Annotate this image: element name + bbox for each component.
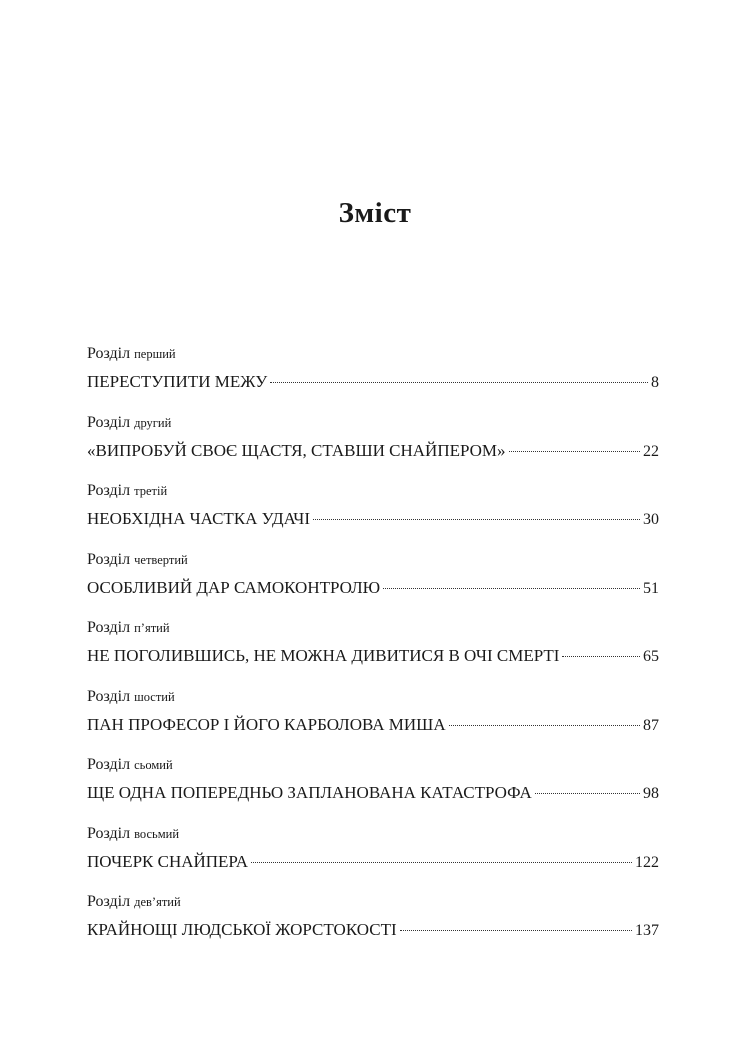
chapter-label-word: Розділ — [87, 893, 131, 910]
dot-leader — [509, 451, 640, 452]
chapter-ordinal: перший — [134, 347, 176, 361]
chapter-ordinal: восьмий — [134, 826, 180, 841]
chapter-ordinal: четвертий — [134, 552, 188, 567]
chapter-label — [87, 618, 659, 645]
toc-entry[interactable] — [87, 755, 659, 824]
toc-entry[interactable] — [87, 892, 659, 961]
dot-leader — [400, 930, 632, 931]
chapter-label — [87, 892, 659, 919]
toc-line — [87, 440, 659, 463]
dot-leader — [562, 656, 640, 657]
toc-entry[interactable] — [87, 481, 659, 550]
chapter-label — [87, 550, 659, 577]
toc-entry[interactable] — [87, 824, 659, 893]
chapter-title: КРАЙНОЩІ ЛЮДСЬКОЇ ЖОРСТОКОСТІ — [87, 920, 397, 939]
chapter-label — [87, 687, 659, 714]
chapter-label-word: Розділ — [87, 550, 131, 568]
dot-leader — [251, 862, 632, 863]
chapter-label — [87, 755, 659, 782]
toc-entry[interactable] — [87, 618, 659, 687]
toc-entry[interactable] — [87, 413, 659, 482]
toc-line — [87, 919, 659, 942]
chapter-label-word: Розділ — [87, 619, 131, 636]
page-number: 65 — [643, 648, 659, 665]
chapter-title: ЩЕ ОДНА ПОПЕРЕДНЬО ЗАПЛАНОВАНА КАТАСТРОФА — [87, 783, 532, 802]
page-number: 87 — [643, 716, 659, 734]
chapter-label — [87, 413, 659, 440]
chapter-title: НЕ ПОГОЛИВШИСЬ, НЕ МОЖНА ДИВИТИСЯ В ОЧІ СМЕРТІ — [87, 646, 560, 665]
dot-leader — [449, 725, 640, 726]
toc-line — [87, 645, 659, 668]
chapter-ordinal: сьомий — [134, 758, 173, 772]
table-of-contents — [87, 344, 659, 961]
page-title: Зміст — [338, 197, 412, 229]
chapter-title: ОСОБЛИВИЙ ДАР САМОКОНТРОЛЮ — [87, 577, 381, 597]
toc-line — [87, 371, 659, 394]
chapter-label-word: Розділ — [87, 413, 131, 431]
dot-leader — [535, 793, 640, 794]
page-number: 22 — [643, 442, 659, 460]
chapter-label — [87, 344, 659, 371]
toc-line — [87, 577, 659, 600]
chapter-title: НЕОБХІДНА ЧАСТКА УДАЧІ — [87, 509, 311, 528]
dot-leader — [383, 588, 640, 589]
chapter-ordinal: шостий — [134, 689, 175, 704]
toc-entry[interactable] — [87, 344, 659, 413]
chapter-ordinal: дев’ятий — [134, 895, 181, 909]
dot-leader — [270, 382, 648, 383]
chapter-ordinal: п’ятий — [134, 621, 170, 635]
page-number: 8 — [651, 374, 659, 391]
chapter-title: «ВИПРОБУЙ СВОЄ ЩАСТЯ, СТАВШИ СНАЙПЕРОМ» — [87, 440, 506, 460]
toc-entry[interactable] — [87, 550, 659, 619]
page-number: 122 — [635, 853, 659, 871]
chapter-label-word: Розділ — [87, 824, 131, 842]
chapter-label — [87, 824, 659, 851]
page-number: 98 — [643, 785, 659, 802]
chapter-label-word: Розділ — [87, 756, 131, 773]
page-number: 137 — [635, 922, 659, 939]
chapter-label-word: Розділ — [87, 687, 131, 705]
chapter-label — [87, 481, 659, 508]
page-number: 51 — [643, 579, 659, 597]
chapter-label-word: Розділ — [87, 345, 131, 362]
chapter-label-word: Розділ — [87, 482, 131, 499]
page-number: 30 — [643, 511, 659, 528]
toc-entry[interactable] — [87, 687, 659, 756]
chapter-title: ПОЧЕРК СНАЙПЕРА — [87, 851, 248, 871]
toc-line — [87, 782, 659, 805]
chapter-ordinal: третій — [134, 484, 168, 498]
chapter-title: ПАН ПРОФЕСОР І ЙОГО КАРБОЛОВА МИША — [87, 714, 446, 734]
toc-line — [87, 851, 659, 874]
toc-line — [87, 714, 659, 737]
toc-line — [87, 508, 659, 531]
chapter-ordinal: другий — [134, 415, 172, 430]
chapter-title: ПЕРЕСТУПИТИ МЕЖУ — [87, 372, 268, 391]
dot-leader — [313, 519, 640, 520]
